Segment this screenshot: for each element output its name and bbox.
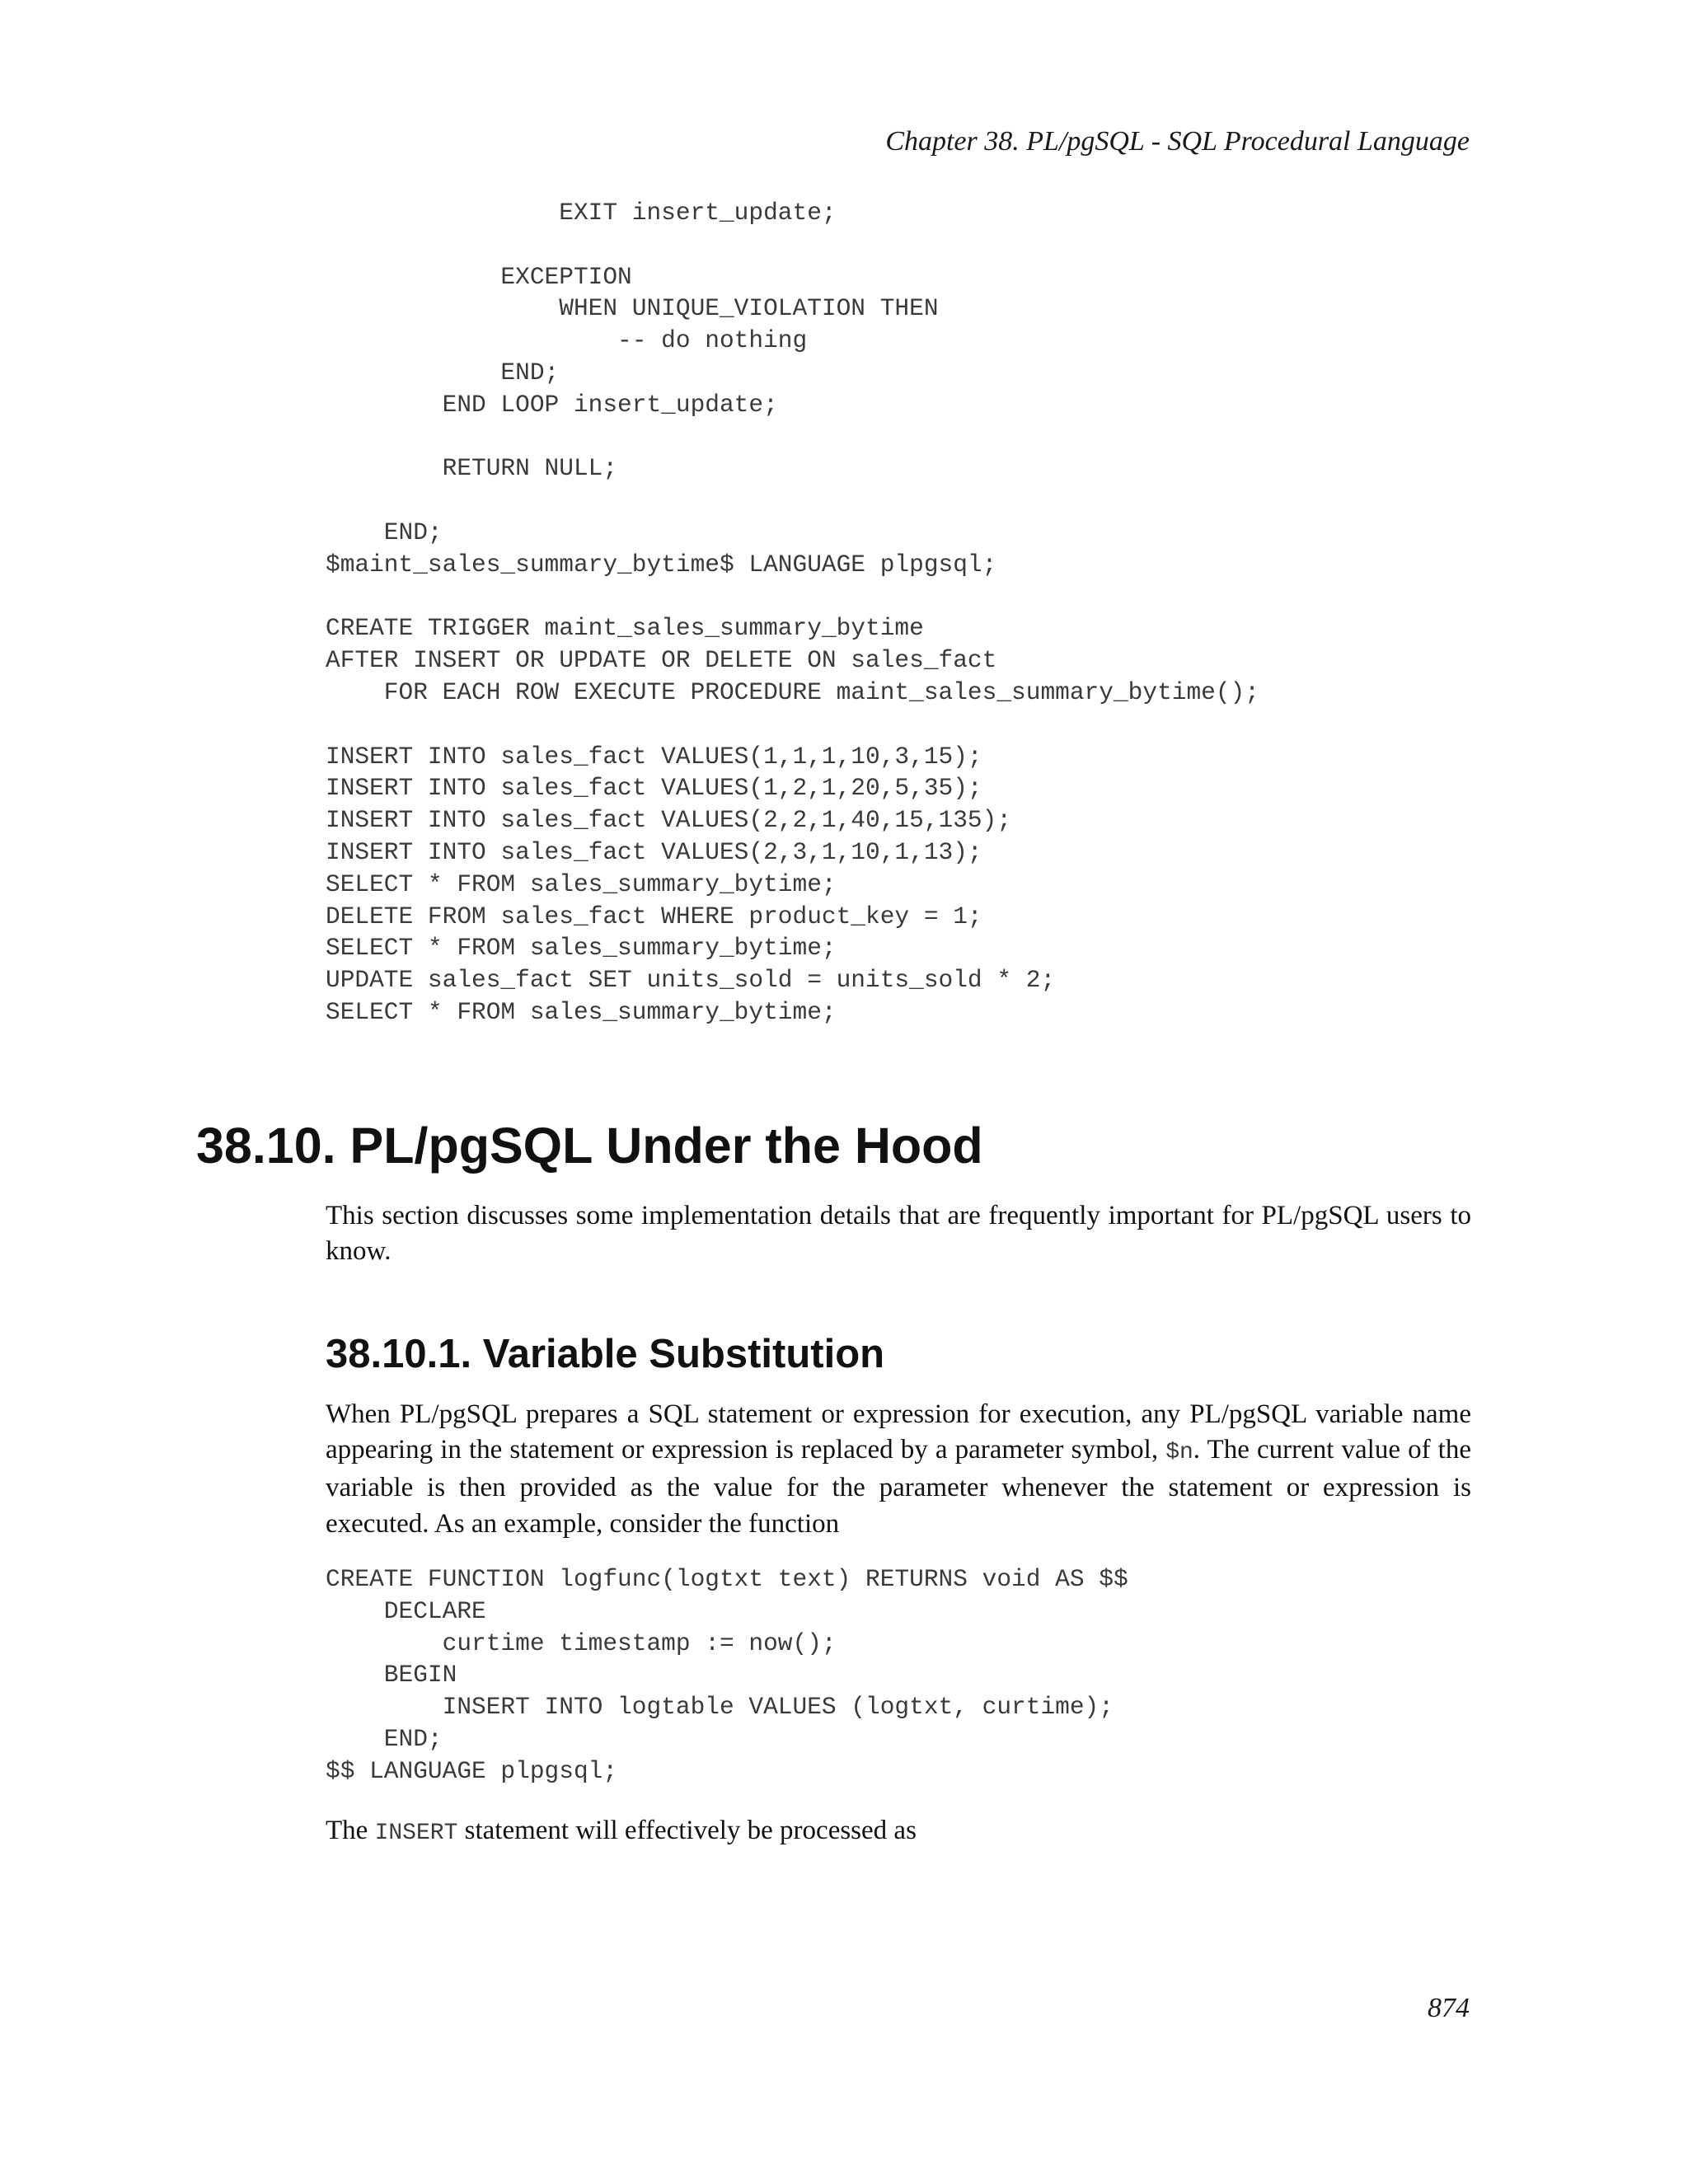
variable-substitution-paragraph bbox=[326, 1397, 1471, 1542]
closing-paragraph bbox=[326, 1813, 1471, 1851]
closing-suffix: statement will effectively be processed as bbox=[457, 1816, 917, 1845]
section-intro-paragraph: This section discusses some implementation details that are frequently important for PL/pgSQL users to know. bbox=[326, 1201, 1471, 1267]
code-block-trigger-example: EXIT insert_update; EXCEPTION WHEN UNIQUE_VIOLATION THEN -- do nothing END; END LOOP insert_update; RETURN NULL; END; $maint_sales_summary_bytime$ LANGUAGE plpgsql; CREATE TRIGGER maint_sales_summary_bytime AFTER INSERT OR UPDATE OR DELETE ON sales_fact FOR EACH ROW EXECUTE PROCEDURE maint_sales_summary_bytime(); INSERT INTO sales_fact VALUES(1,1,1,10,3,15); INSERT INTO sales_fact VALUES(1,2,1,20,5,35); INSERT INTO sales_fact VALUES(2,2,1,40,15,135); INSERT INTO sales_fact VALUES(2,3,1,10,1,13); SELECT * FROM sales_summary_bytime; DELETE FROM sales_fact WHERE product_key = 1; SELECT * FROM sales_summary_bytime; UPDATE sales_fact SET units_sold = units_sold * 2; SELECT * FROM sales_summary_bytime; bbox=[326, 199, 1259, 1026]
parameter-symbol-code: $n bbox=[1165, 1440, 1193, 1466]
running-header: Chapter 38. PL/pgSQL - SQL Procedural Language bbox=[885, 126, 1470, 157]
insert-keyword-code: INSERT bbox=[374, 1821, 458, 1846]
section-title: 38.10. PL/pgSQL Under the Hood bbox=[196, 1118, 983, 1174]
closing-prefix: The bbox=[326, 1816, 375, 1845]
page-number: 874 bbox=[1428, 1993, 1470, 2023]
subsection-title: 38.10.1. Variable Substitution bbox=[326, 1332, 885, 1376]
paragraph-text-part2: . The current value of the variable is then provided as the value for the parameter whenever the statement or expression is executed. As an example, consider the function bbox=[326, 1435, 1471, 1539]
paragraph-text-part1: When PL/pgSQL prepares a SQL statement or expression for execution, any PL/pgSQL variable name appearing in the statement or expression is replaced by a parameter symbol, bbox=[326, 1399, 1471, 1465]
code-block-logfunc: CREATE FUNCTION logfunc(logtxt text) RETURNS void AS $$ DECLARE curtime timestamp := now(); BEGIN INSERT INTO logtable VALUES (logtxt, curtime); END; $$ LANGUAGE plpgsql; bbox=[326, 1565, 1128, 1785]
